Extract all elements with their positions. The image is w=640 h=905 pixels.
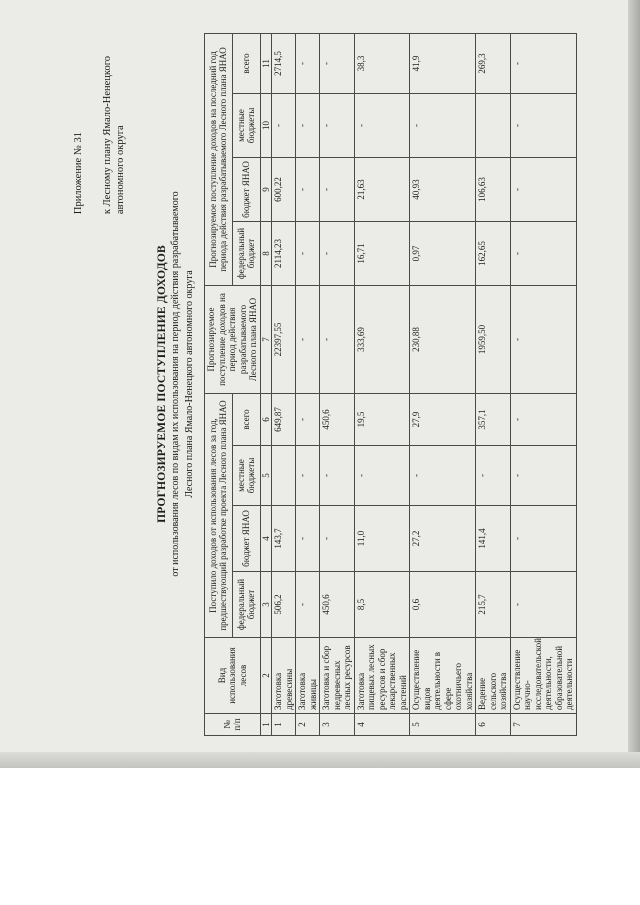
row-kind: Осуществление видов деятельности в сфере охотничьего хозяйства (410, 638, 476, 714)
cell-total-prev: - (296, 394, 320, 446)
cell-local-prev: - (320, 446, 355, 506)
table-row (476, 33, 511, 735)
cell-federal-prev: - (510, 572, 576, 638)
cell-yanao-prev: - (296, 506, 320, 572)
cell-local-prev: - (476, 446, 511, 506)
cell-federal-prev: 8,5 (354, 572, 410, 638)
table-row (272, 33, 296, 735)
title-sub1: от использования лесов по видам их использования на период действия разрабатываемого (170, 191, 181, 577)
column-number: 11 (260, 33, 272, 93)
column-number: 5 (260, 446, 272, 506)
cell-total-prev: 27,9 (410, 394, 476, 446)
row-number: 1 (272, 714, 296, 736)
appendix-to-line1: к Лесному плану Ямало-Ненецкого (102, 56, 113, 215)
cell-plan-period: - (510, 286, 576, 394)
header-total: всего (232, 394, 260, 446)
cell-plan-period: - (296, 286, 320, 394)
cell-total-last: - (320, 33, 355, 93)
title-main: ПРОГНОЗИРУЕМОЕ ПОСТУПЛЕНИЕ ДОХОДОВ (156, 245, 168, 523)
cell-total-last: - (296, 33, 320, 93)
column-number: 1 (260, 714, 272, 736)
header-number: № п/п (205, 714, 261, 736)
cell-local-last: - (410, 94, 476, 158)
cell-local-last: - (296, 94, 320, 158)
cell-plan-period: 22397,55 (272, 286, 296, 394)
cell-total-prev: - (510, 394, 576, 446)
header-group-plan-period: Прогнозируемое поступление доходов на период действия разрабатываемого Лесного плана ЯНАО (205, 286, 261, 394)
cell-federal-last: 0,97 (410, 222, 476, 286)
cell-local-last: - (320, 94, 355, 158)
cell-local-prev: - (354, 446, 410, 506)
column-number: 7 (260, 286, 272, 394)
cell-total-last: 38,3 (354, 33, 410, 93)
column-number: 10 (260, 94, 272, 158)
header-local: местные бюджеты (232, 94, 260, 158)
cell-total-last: 269,3 (476, 33, 511, 93)
cell-total-last: - (510, 33, 576, 93)
cell-yanao-last: 40,93 (410, 158, 476, 222)
cell-yanao-last: - (320, 158, 355, 222)
cell-total-prev: 357,1 (476, 394, 511, 446)
header-federal: федеральный бюджет (232, 572, 260, 638)
cell-yanao-prev: 11,0 (354, 506, 410, 572)
cell-plan-period: 1959,50 (476, 286, 511, 394)
column-number: 2 (260, 638, 272, 714)
cell-federal-prev: 506,2 (272, 572, 296, 638)
cell-plan-period: - (320, 286, 355, 394)
cell-yanao-prev: 143,7 (272, 506, 296, 572)
cell-federal-prev: 215,7 (476, 572, 511, 638)
cell-yanao-last: - (296, 158, 320, 222)
cell-local-prev: - (510, 446, 576, 506)
cell-federal-last: 2114,23 (272, 222, 296, 286)
column-number: 6 (260, 394, 272, 446)
table-row (296, 33, 320, 735)
cell-local-prev: - (410, 446, 476, 506)
cell-federal-last: - (510, 222, 576, 286)
cell-federal-last: - (296, 222, 320, 286)
cell-local-last: - (510, 94, 576, 158)
header-yanao: бюджет ЯНАО (232, 158, 260, 222)
header-yanao: бюджет ЯНАО (232, 506, 260, 572)
cell-yanao-prev: 141,4 (476, 506, 511, 572)
row-number: 7 (510, 714, 576, 736)
row-kind: Заготовка древесины (272, 638, 296, 714)
rotated-document (60, 14, 580, 754)
column-number: 3 (260, 572, 272, 638)
table-row (510, 33, 576, 735)
row-number: 3 (320, 714, 355, 736)
appendix-number: Приложение № 31 (73, 132, 84, 215)
column-number: 8 (260, 222, 272, 286)
cell-total-prev: 450,6 (320, 394, 355, 446)
scan-bottom-shadow (0, 752, 640, 768)
column-number-row (260, 33, 272, 735)
cell-federal-last: 162,65 (476, 222, 511, 286)
cell-local-last: - (354, 94, 410, 158)
cell-plan-period: 333,69 (354, 286, 410, 394)
row-kind: Осуществление научно-исследовательской деятельности, образовательной деятельности (510, 638, 576, 714)
cell-yanao-prev: - (510, 506, 576, 572)
header-total: всего (232, 33, 260, 93)
cell-plan-period: 230,88 (410, 286, 476, 394)
table-row (354, 33, 410, 735)
row-kind: Заготовка живицы (296, 638, 320, 714)
row-kind: Заготовка и сбор недревесных лесных ресурсов (320, 638, 355, 714)
cell-federal-prev: 450,6 (320, 572, 355, 638)
column-number: 4 (260, 506, 272, 572)
cell-yanao-last: - (510, 158, 576, 222)
column-number: 9 (260, 158, 272, 222)
header-local: местные бюджеты (232, 446, 260, 506)
cell-total-prev: 19,5 (354, 394, 410, 446)
cell-federal-last: - (320, 222, 355, 286)
cell-local-last: - (272, 94, 296, 158)
cell-yanao-last: 600,22 (272, 158, 296, 222)
document-title (156, 14, 196, 754)
header-federal: федеральный бюджет (232, 222, 260, 286)
row-number: 2 (296, 714, 320, 736)
row-number: 5 (410, 714, 476, 736)
cell-total-prev: 649,87 (272, 394, 296, 446)
income-table (204, 33, 577, 736)
cell-yanao-last: 106,63 (476, 158, 511, 222)
cell-federal-last: 16,71 (354, 222, 410, 286)
header-group-last-year: Прогнозируемое поступление доходов на последний год периода действия разрабатываемого Лесного плана ЯНАО (205, 33, 233, 285)
table-row (320, 33, 355, 735)
row-number: 6 (476, 714, 511, 736)
title-sub2: Лесного плана Ямало-Ненецкого автономного округа (184, 270, 195, 498)
appendix-to-line2: автономного округа (115, 125, 126, 215)
scan-edge-shadow (628, 0, 640, 768)
cell-yanao-prev: 27,2 (410, 506, 476, 572)
cell-yanao-last: 21,63 (354, 158, 410, 222)
row-number: 4 (354, 714, 410, 736)
header-kind: Вид использования лесов (205, 638, 261, 714)
row-kind: Заготовка пищевых лесных ресурсов и сбор лекарственных растений (354, 638, 410, 714)
appendix-header (72, 56, 127, 214)
table-row (410, 33, 476, 735)
cell-federal-prev: 0,6 (410, 572, 476, 638)
cell-local-prev: - (296, 446, 320, 506)
cell-yanao-prev: - (320, 506, 355, 572)
cell-total-last: 2714,5 (272, 33, 296, 93)
cell-total-last: 41,9 (410, 33, 476, 93)
cell-federal-prev: - (296, 572, 320, 638)
header-group-previous-year: Поступило доходов от использования лесов за год, предшествующий разработке проекта Лесного плана ЯНАО (205, 394, 233, 638)
cell-local-last (476, 94, 511, 158)
cell-local-prev (272, 446, 296, 506)
row-kind: Ведение сельского хозяйства (476, 638, 511, 714)
